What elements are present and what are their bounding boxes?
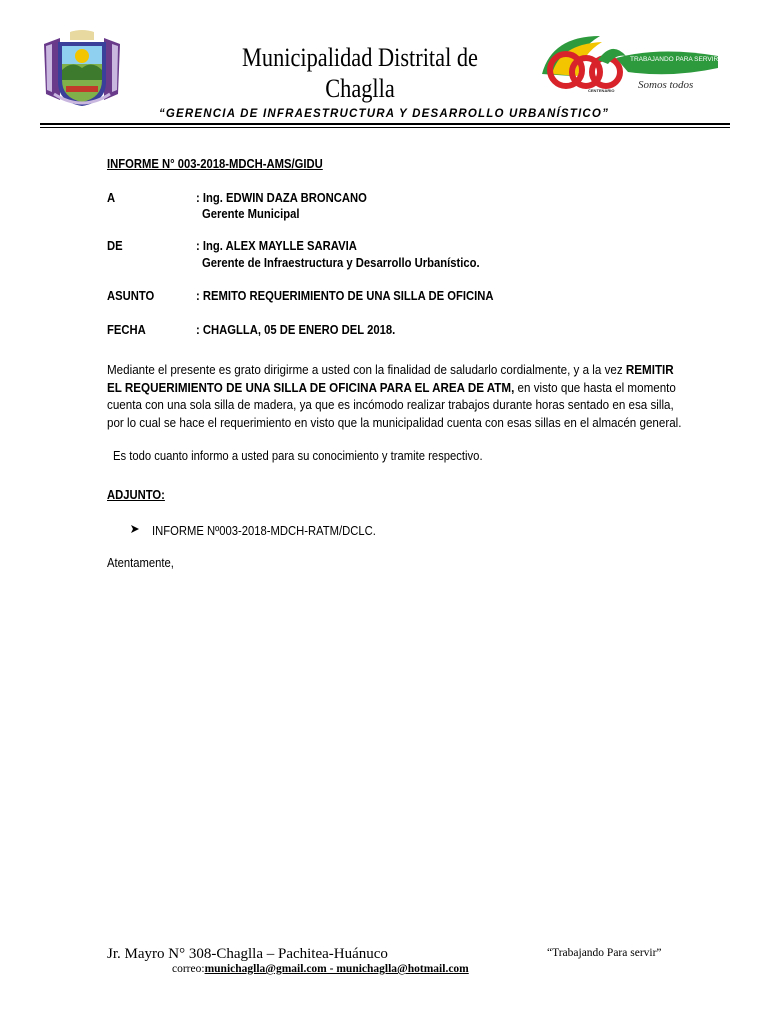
email-link[interactable]: munichaglla@gmail.com - munichaglla@hotmail.com — [204, 963, 469, 975]
field-fecha-label: FECHA — [107, 323, 146, 337]
field-a-label: A — [107, 191, 116, 205]
paragraph-line-3: cuenta con una sola silla de madera, ya que es incómodo realizar trabajos durante horas sentado en esa silla, — [107, 398, 674, 412]
title-line-1: Municipalidad Distrital de — [242, 43, 478, 72]
footer-address: Jr. Mayro N° 308-Chaglla – Pachitea-Huánuco — [107, 946, 388, 962]
field-asunto-label: ASUNTO — [107, 289, 155, 303]
informe-number: INFORME N° 003-2018-MDCH-AMS/GIDU — [107, 157, 323, 171]
sign-off: Atentamente, — [107, 556, 174, 570]
logo-somos-text: Somos todos — [638, 79, 694, 91]
footer-email — [172, 963, 469, 975]
paragraph-bold-text: REMITIR — [625, 363, 674, 377]
arrow-bullet-icon — [130, 524, 140, 534]
paragraph-text: en visto que hasta el momento — [514, 380, 676, 395]
centenario-logo — [542, 30, 722, 104]
title-line-2: Chaglla — [325, 74, 395, 103]
municipal-crest-logo — [40, 30, 124, 108]
gerencia-subtitle: “GERENCIA DE INFRAESTRUCTURA Y DESARROLLO URBANÍSTICO” — [158, 108, 610, 120]
header-rule-thick — [40, 123, 730, 125]
field-a-value: : Ing. EDWIN DAZA BRONCANO — [196, 191, 367, 205]
footer-motto: “Trabajando Para servir” — [547, 947, 662, 959]
paragraph-line-2 — [107, 380, 684, 398]
document-title — [205, 42, 515, 104]
logo-centenario-text: CENTENARIO — [588, 88, 615, 93]
email-prefix: correo: — [172, 963, 205, 975]
attachment-item: INFORME Nº003-2018-MDCH-RATM/DCLC. — [152, 524, 376, 538]
paragraph-text: Mediante el presente es grato dirigirme a usted con la finalidad de saludarlo cordialmente, y a la vez — [107, 363, 626, 377]
field-de-value: : Ing. ALEX MAYLLE SARAVIA — [196, 239, 357, 253]
field-a-subtitle: Gerente Municipal — [202, 207, 300, 221]
header-rule-thin — [40, 127, 730, 128]
field-asunto-value: : REMITO REQUERIMIENTO DE UNA SILLA DE OFICINA — [196, 289, 494, 303]
logo-trabajando-text: TRABAJANDO PARA SERVIR — [630, 56, 719, 63]
closing-sentence: Es todo cuanto informo a usted para su conocimiento y tramite respectivo. — [113, 449, 483, 463]
paragraph-line-1 — [107, 362, 684, 380]
field-de-subtitle: Gerente de Infraestructura y Desarrollo Urbanístico. — [202, 256, 480, 270]
paragraph-bold-text: EL REQUERIMIENTO DE UNA SILLA DE OFICINA PARA EL AREA DE ATM, — [107, 380, 515, 395]
adjunto-heading: ADJUNTO: — [107, 488, 165, 502]
field-fecha-value: : CHAGLLA, 05 DE ENERO DEL 2018. — [196, 323, 396, 337]
paragraph-line-4: por lo cual se hace el requerimiento en visto que la municipalidad cuenta con esas sillas en el almacén general. — [107, 415, 682, 430]
field-de-label: DE — [107, 239, 123, 253]
body-paragraph — [107, 362, 727, 432]
